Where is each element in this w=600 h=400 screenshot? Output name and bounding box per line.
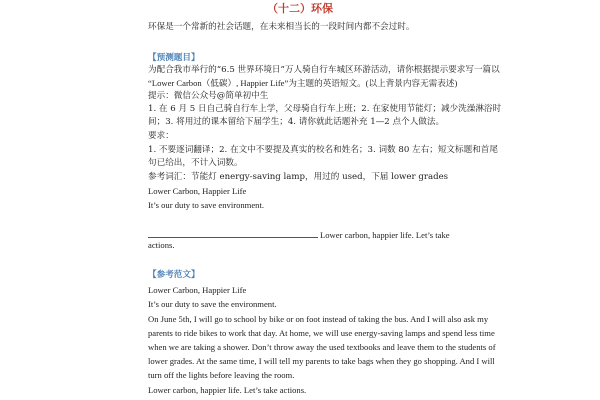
prediction-line: 要求：: [148, 131, 174, 141]
prediction-line: 提示：微信公众号@简单初中生: [148, 91, 269, 101]
model-line: lower grades. At the same time, I will tell my parents to take bags when they go shopping. And I will: [148, 356, 495, 366]
model-line: turn off the lights before leaving the room.: [148, 370, 295, 380]
prediction-line: 为配合我市举行的“6.5 世界环境日”万人骑自行车城区环游活动，请你根据提示要求写一篇以: [148, 65, 500, 75]
model-heading: 【参考范文】: [148, 270, 200, 280]
model-line: Lower Carbon, Happier Life: [148, 285, 247, 295]
blank-line-end-text: Lower carbon, happier life. Let’s take: [320, 230, 450, 240]
model-line: Lower carbon, happier life. Let’s take actions.: [148, 385, 307, 395]
prediction-line: 1. 不要逐词翻译；2. 在文中不要提及真实的校名和姓名；3. 词数 80 左右；短文标题和首尾: [148, 145, 498, 155]
intro-text: 环保是一个常新的社会话题，在未来相当长的一段时间内都不会过时。: [148, 22, 415, 32]
model-line: On June 5th, I will go to school by bike or on foot instead of taking the bus. And I will also ask my: [148, 314, 489, 324]
model-line: when we are taking a shower. Don’t throw away the used textbooks and leave them to the students of: [148, 342, 496, 352]
prediction-line: It’s our duty to save environment.: [148, 200, 264, 210]
blank-underline: [148, 229, 318, 238]
prediction-heading: 【预测题目】: [148, 53, 200, 63]
section-title: （十二）环保: [267, 2, 333, 15]
prediction-line: 句已给出，不计入词数。: [148, 158, 243, 168]
prediction-line: “Lower Carbon（低碳）, Happier Life”为主题的英语短文。(以上背景内容无需表述): [148, 78, 458, 88]
prediction-line: Lower Carbon, Happier Life: [148, 186, 247, 196]
prediction-line: 间；3. 将用过的课本留给下届学生；4. 请你就此话题补充 1—2 点个人做法。: [148, 117, 445, 127]
blank-last-line: actions.: [148, 240, 175, 250]
prediction-line: 参考词汇：节能灯 energy-saving lamp，用过的 used，下届 lower grades: [148, 172, 449, 182]
model-line: It’s our duty to save the environment.: [148, 299, 277, 309]
blank-writing-line: [148, 229, 450, 240]
prediction-line: 1. 在 6 月 5 日自己骑自行车上学，父母骑自行车上班；2. 在家使用节能灯；减少洗澡淋浴时: [148, 104, 502, 114]
model-line: parents to ride bikes to work that day. At home, we will use energy-saving lamps and spend less time: [148, 328, 495, 338]
